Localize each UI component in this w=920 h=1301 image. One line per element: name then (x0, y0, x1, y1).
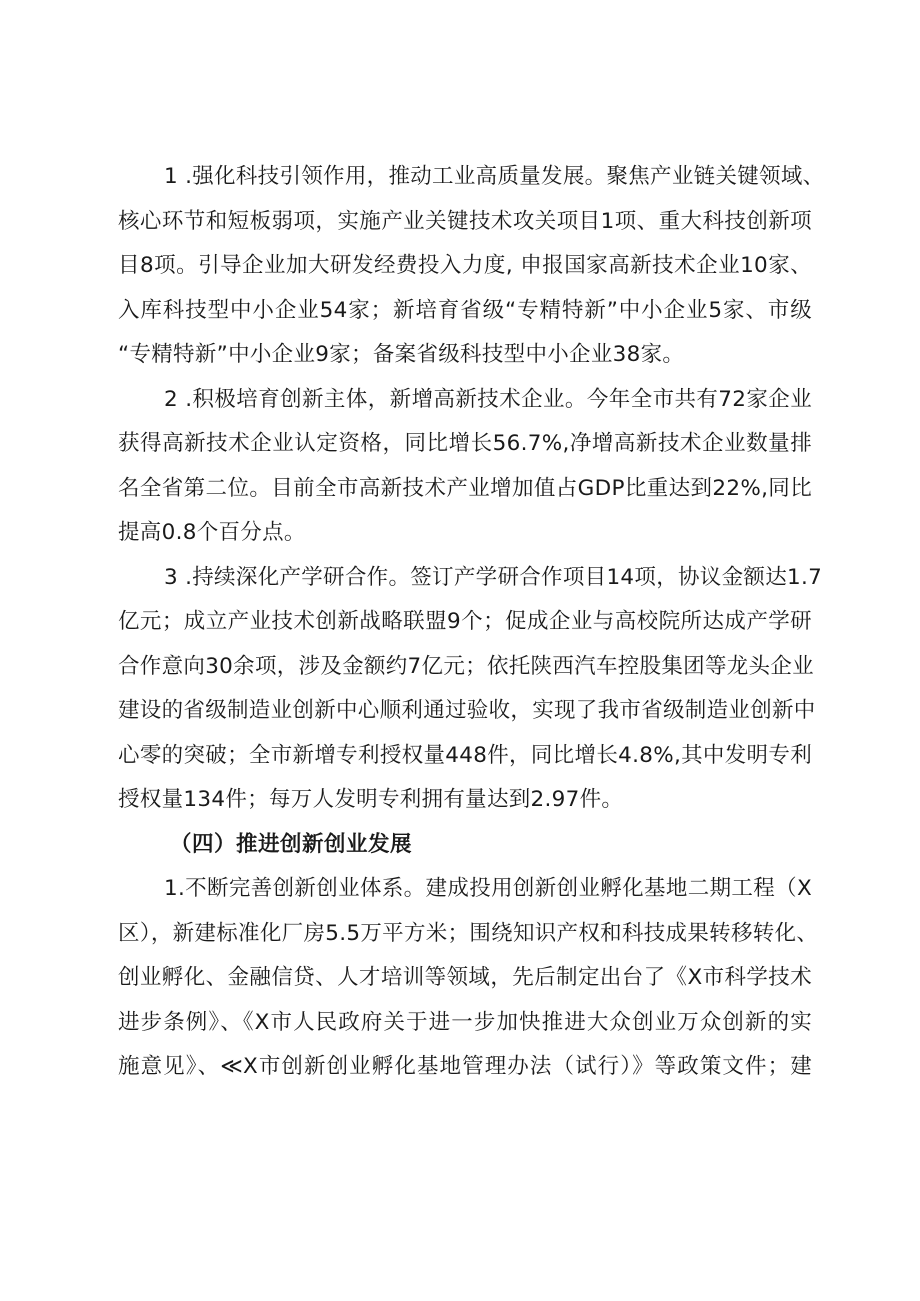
paragraph-line: 亿元；成立产业技术创新战略联盟9个；促成企业与高校院所达成产学研 (118, 609, 812, 634)
paragraph-line: 授权量134件；每万人发明专利拥有量达到2.97件。 (118, 787, 624, 812)
paragraph-line: 名全省第二位。目前全市高新技术产业增加值占GDP比重达到22%,同比 (118, 475, 812, 501)
paragraph-line: 合作意向30余项，涉及金额约7亿元；依托陕西汽车控股集团等龙头企业 (118, 653, 814, 679)
paragraph-2 (118, 378, 812, 556)
paragraph-line: 获得高新技术企业认定资格，同比增长56.7%,净增高新技术企业数量排 (118, 431, 812, 456)
paragraph-line: 创业孵化、金融信贷、人才培训等领域，先后制定出台了《X市科学技术 (118, 965, 812, 990)
paragraph-line: 3 .持续深化产学研合作。签订产学研合作项目14项，协议金额达1.7 (164, 564, 823, 590)
paragraph-line: 区），新建标准化厂房5.5万平方米；围绕知识产权和科技成果转移转化、 (118, 920, 819, 946)
document-body (118, 155, 825, 1090)
paragraph-line: 核心环节和短板弱项，实施产业关键技术攻关项目1项、重大科技创新项 (118, 208, 812, 234)
paragraph-line: 入库科技型中小企业54家；新培育省级“专精特新”中小企业5家、市级 (118, 297, 812, 323)
section-heading: （四）推进创新创业发展 (170, 831, 413, 857)
paragraph-line: 施意见》、≪X市创新创业孵化基地管理办法（试行）》等政策文件；建 (118, 1054, 812, 1079)
paragraph-line: 提高0.8个百分点。 (118, 520, 306, 545)
paragraph-line: 建设的省级制造业创新中心顺利通过验收，实现了我市省级制造业创新中 (118, 698, 816, 723)
paragraph-1 (118, 155, 825, 378)
paragraph-3 (118, 556, 823, 823)
paragraph-line: 进步条例》、《X市人民政府关于进一步加快推进大众创业万众创新的实 (118, 1009, 812, 1035)
paragraph-line: 目8项。引导企业加大研发经费投入力度, 申报国家高新技术企业10家、 (118, 253, 812, 278)
paragraph-line: 2 .积极培育创新主体，新增高新技术企业。今年全市共有72家企业 (164, 386, 812, 412)
paragraph-line: 1.不断完善创新创业体系。建成投用创新创业孵化基地二期工程（X (164, 876, 812, 901)
paragraph-line: “专精特新”中小企业9家；备案省级科技型中小企业38家。 (118, 342, 685, 367)
paragraph-line: 心零的突破；全市新增专利授权量448件，同比增长4.8%,其中发明专利 (118, 742, 812, 768)
paragraph-line: 1 .强化科技引领作用，推动工业高质量发展。聚焦产业链关键领域、 (164, 164, 825, 189)
paragraph-4 (118, 867, 819, 1090)
